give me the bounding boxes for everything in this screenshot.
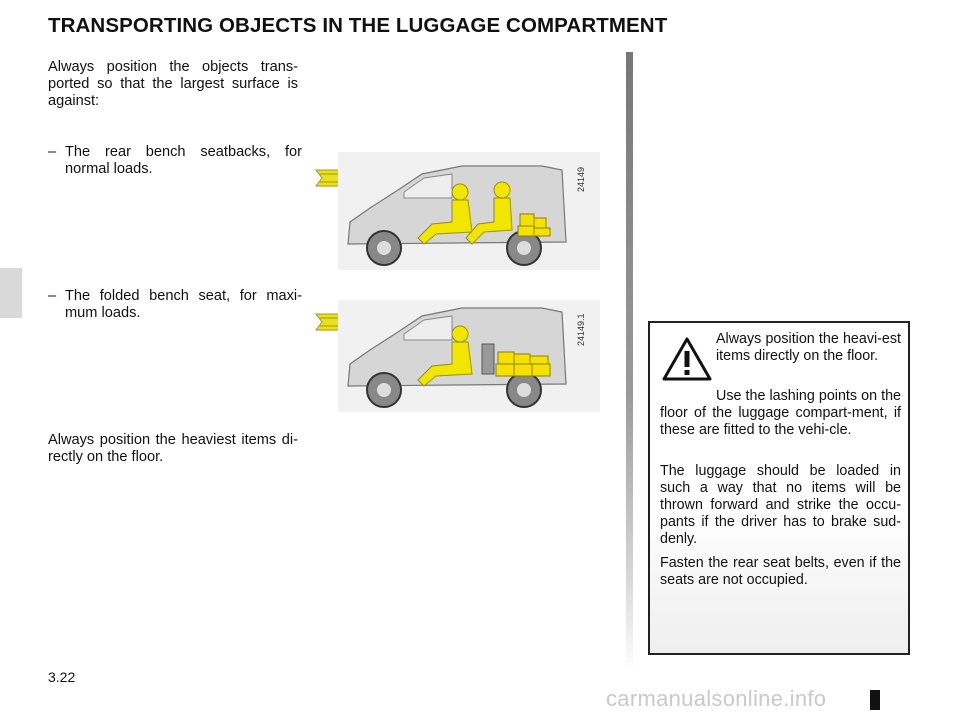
van-normal-load-illustration <box>312 152 600 270</box>
figure-id: 24149.1 <box>576 313 586 346</box>
watermark: carmanualsonline.info <box>606 686 827 711</box>
list-dash: – <box>48 288 57 304</box>
list-dash: – <box>48 144 57 160</box>
warning-box <box>648 321 910 655</box>
list-item-maximum-loads <box>48 288 302 322</box>
warning-triangle-icon <box>662 337 712 386</box>
section-tab <box>0 268 22 318</box>
list-item-normal-loads <box>48 144 302 178</box>
figure-id: 24149 <box>576 166 586 192</box>
luggage-boxes <box>496 352 550 376</box>
van-maximum-load-illustration <box>312 300 600 412</box>
list-item-text: The rear bench seatbacks, for normal loads. <box>65 144 302 177</box>
column-divider <box>626 52 633 672</box>
heaviest-items-note: Always position the heaviest items di-rectly on the floor. <box>48 432 298 465</box>
list-item-text: The folded bench seat, for maxi-mum loads. <box>65 288 302 321</box>
page-number: 3.22 <box>48 669 76 685</box>
warning-paragraph: Use the lashing points on the floor of the luggage compart-ment, if these are fitted to the vehi-cle. <box>660 388 901 438</box>
warning-paragraph: Always position the heavi-est items directly on the floor. <box>716 331 901 364</box>
figure-normal-load <box>312 152 600 270</box>
intro-paragraph: Always position the objects trans-ported so that the largest surface is against: <box>48 59 298 109</box>
warning-paragraph: Fasten the rear seat belts, even if the seats are not occupied. <box>660 555 901 588</box>
figure-maximum-load <box>312 300 600 412</box>
corner-mark <box>870 690 880 710</box>
page-title: TRANSPORTING OBJECTS IN THE LUGGAGE COMPARTMENT <box>48 14 668 37</box>
warning-paragraph: The luggage should be loaded in such a way that no items will be thrown forward and strike the occu-pants if the driver has to brake sud-denly. <box>660 463 901 547</box>
